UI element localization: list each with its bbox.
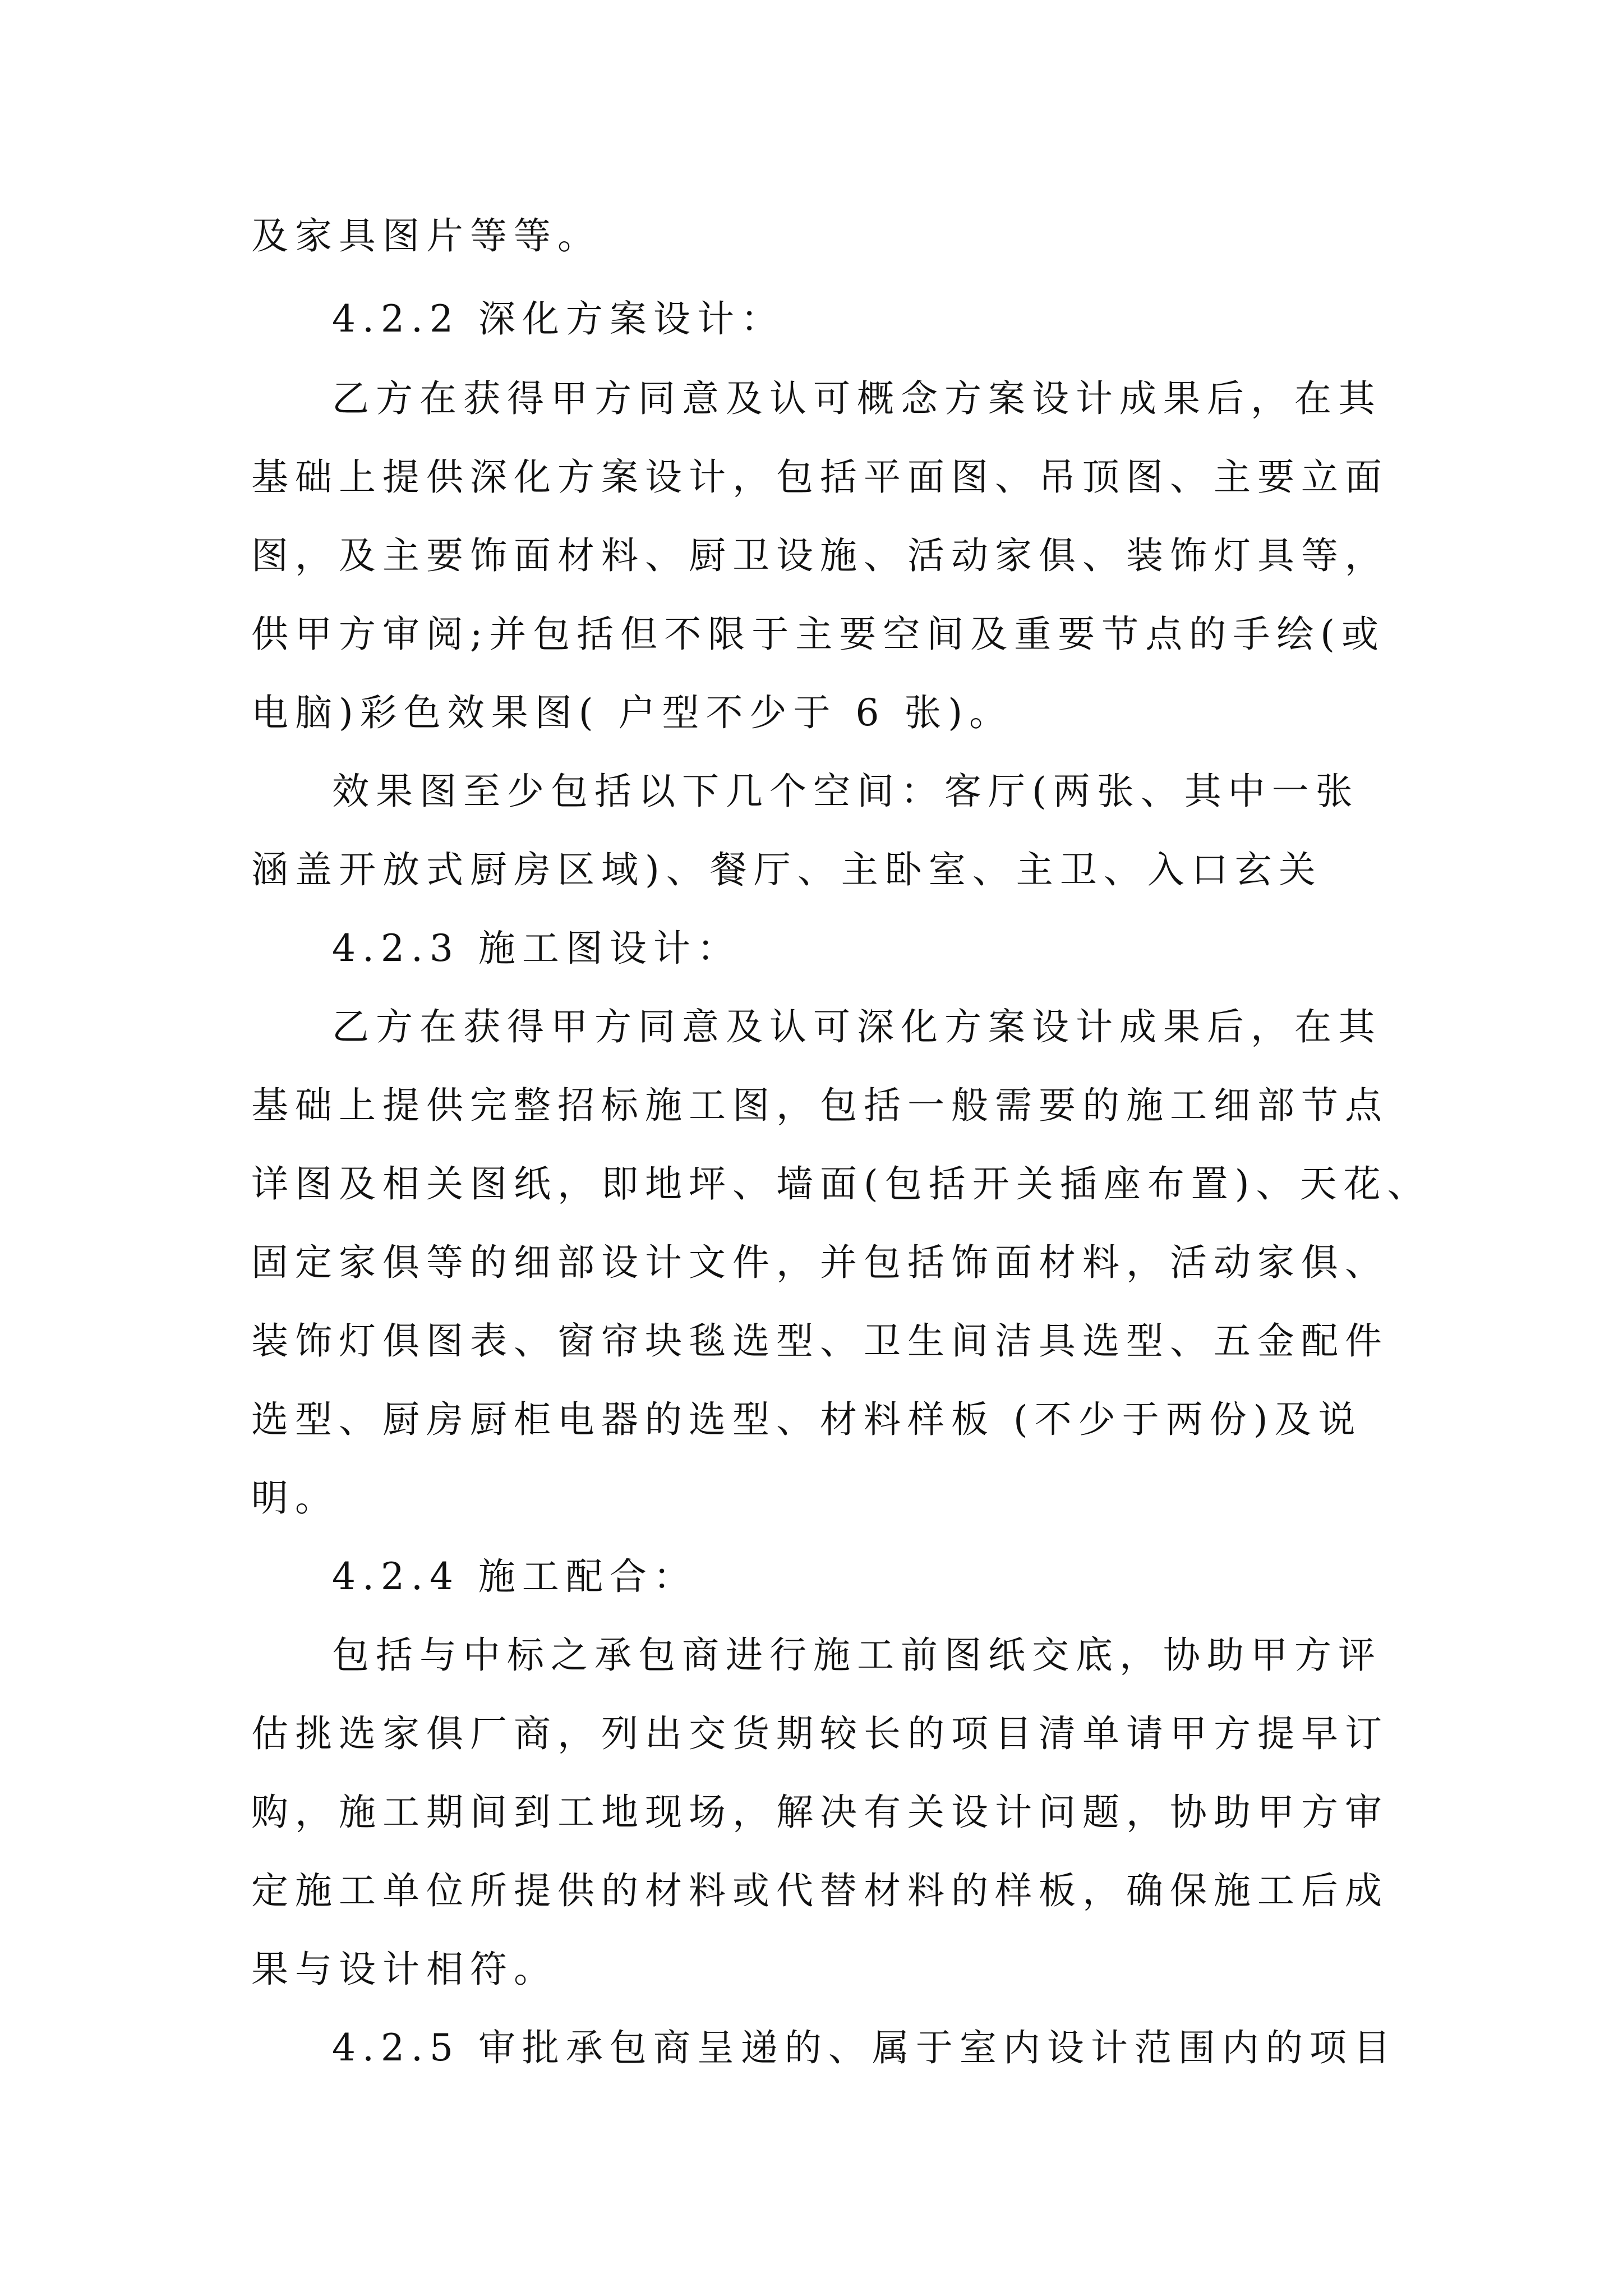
paragraph-line: 果与设计相符。	[251, 1948, 557, 1991]
paragraph-line: 购，施工期间到工地现场，解决有关设计问题，协助甲方审	[251, 1791, 1389, 1834]
paragraph-line: 详图及相关图纸，即地坪、墙面(包括开关插座布置)、天花、	[251, 1162, 1431, 1205]
paragraph-line: 包括与中标之承包商进行施工前图纸交底，协助甲方评	[332, 1634, 1382, 1677]
paragraph-line: 电脑)彩色效果图( 户型不少于 6 张)。	[251, 691, 1013, 734]
paragraph-line: 乙方在获得甲方同意及认可深化方案设计成果后，在其	[332, 1005, 1382, 1048]
paragraph-line: 效果图至少包括以下几个空间：客厅(两张、其中一张	[332, 770, 1359, 813]
paragraph-line: 图，及主要饰面材料、厨卫设施、活动家俱、装饰灯具等，	[251, 534, 1389, 577]
paragraph-line: 供甲方审阅;并包括但不限于主要空间及重要节点的手绘(或	[251, 613, 1385, 656]
paragraph-line: 估挑选家俱厂商，列出交货期较长的项目清单请甲方提早订	[251, 1712, 1389, 1755]
paragraph-line: 定施工单位所提供的材料或代替材料的样板，确保施工后成	[251, 1869, 1389, 1912]
paragraph-line: 选型、厨房厨柜电器的选型、材料样板 (不少于两份)及说	[251, 1398, 1362, 1441]
paragraph-line: 基础上提供深化方案设计，包括平面图、吊顶图、主要立面	[251, 455, 1389, 499]
paragraph-line: 涵盖开放式厨房区域)、餐厅、主卧室、主卫、入口玄关	[251, 848, 1322, 891]
section-heading-4-2-3: 4.2.3 施工图设计：	[332, 927, 741, 970]
section-heading-4-2-5: 4.2.5 审批承包商呈递的、属于室内设计范围内的项目	[332, 2026, 1397, 2069]
paragraph-line: 装饰灯俱图表、窗帘块毯选型、卫生间洁具选型、五金配件	[251, 1319, 1389, 1363]
paragraph-line: 基础上提供完整招标施工图，包括一般需要的施工细部节点	[251, 1084, 1389, 1127]
text-line-continuation: 及家具图片等等。	[251, 214, 601, 257]
paragraph-line: 明。	[251, 1476, 339, 1520]
section-heading-4-2-4: 4.2.4 施工配合：	[332, 1555, 697, 1598]
paragraph-line: 固定家俱等的细部设计文件，并包括饰面材料，活动家俱、	[251, 1241, 1389, 1284]
paragraph-line: 乙方在获得甲方同意及认可概念方案设计成果后，在其	[332, 377, 1382, 420]
section-heading-4-2-2: 4.2.2 深化方案设计：	[332, 297, 785, 341]
